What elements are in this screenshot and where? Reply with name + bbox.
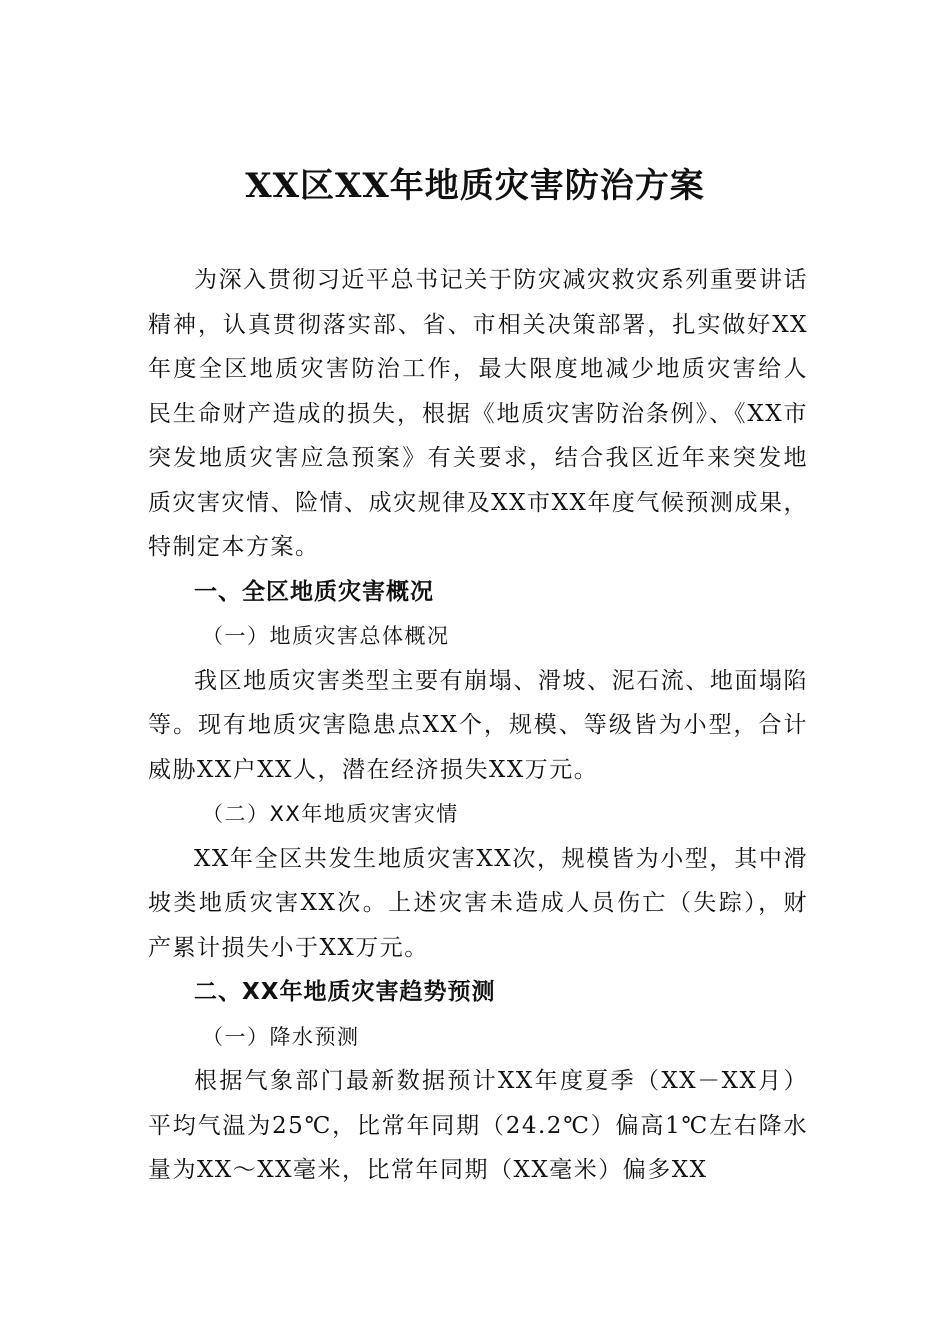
document-body — [148, 258, 808, 1193]
subsection-text-rainfall: 根据气象部门最新数据预计XX年度夏季（XX－XX月）平均气温为25℃，比常年同期（24.2℃）偏高1℃左右降水量为XX～XX毫米，比常年同期（XX毫米）偏多XX — [148, 1068, 808, 1183]
subsection-heading-general: （一）地质灾害总体概况 — [202, 624, 450, 648]
subsection-text-disasters: XX年全区共发生地质灾害XX次，规模皆为小型，其中滑坡类地质灾害XX次。上述灾害未造成人员伤亡（失踪），财产累计损失小于XX万元。 — [148, 845, 808, 961]
section-heading-forecast: 二、XX年地质灾害趋势预测 — [194, 979, 496, 1005]
section-heading-overview: 一、全区地质灾害概况 — [194, 578, 434, 605]
document-title: XX区XX年地质灾害防治方案 — [245, 166, 705, 206]
subsection-heading-disasters: （二）XX年地质灾害灾情 — [202, 802, 459, 826]
subsection-heading-rainfall: （一）降水预测 — [202, 1024, 360, 1049]
intro-paragraph: 为深入贯彻习近平总书记关于防灾减灾救灾系列重要讲话精神，认真贯彻落实部、省、市相关决策部署，扎实做好XX年度全区地质灾害防治工作，最大限度地减少地质灾害给人民生命财产造成的损失，根据《地质灾害防治条例》、《XX市突发地质灾害应急预案》有关要求，结合我区近年来突发地质灾害灾情、险情、成灾规律及XX市XX年度气候预测成果，特制定本方案。 — [148, 267, 808, 560]
subsection-text-general: 我区地质灾害类型主要有崩塌、滑坡、泥石流、地面塌陷等。现有地质灾害隐患点XX个，规模、等级皆为小型，合计威胁XX户XX人，潜在经济损失XX万元。 — [148, 667, 808, 783]
